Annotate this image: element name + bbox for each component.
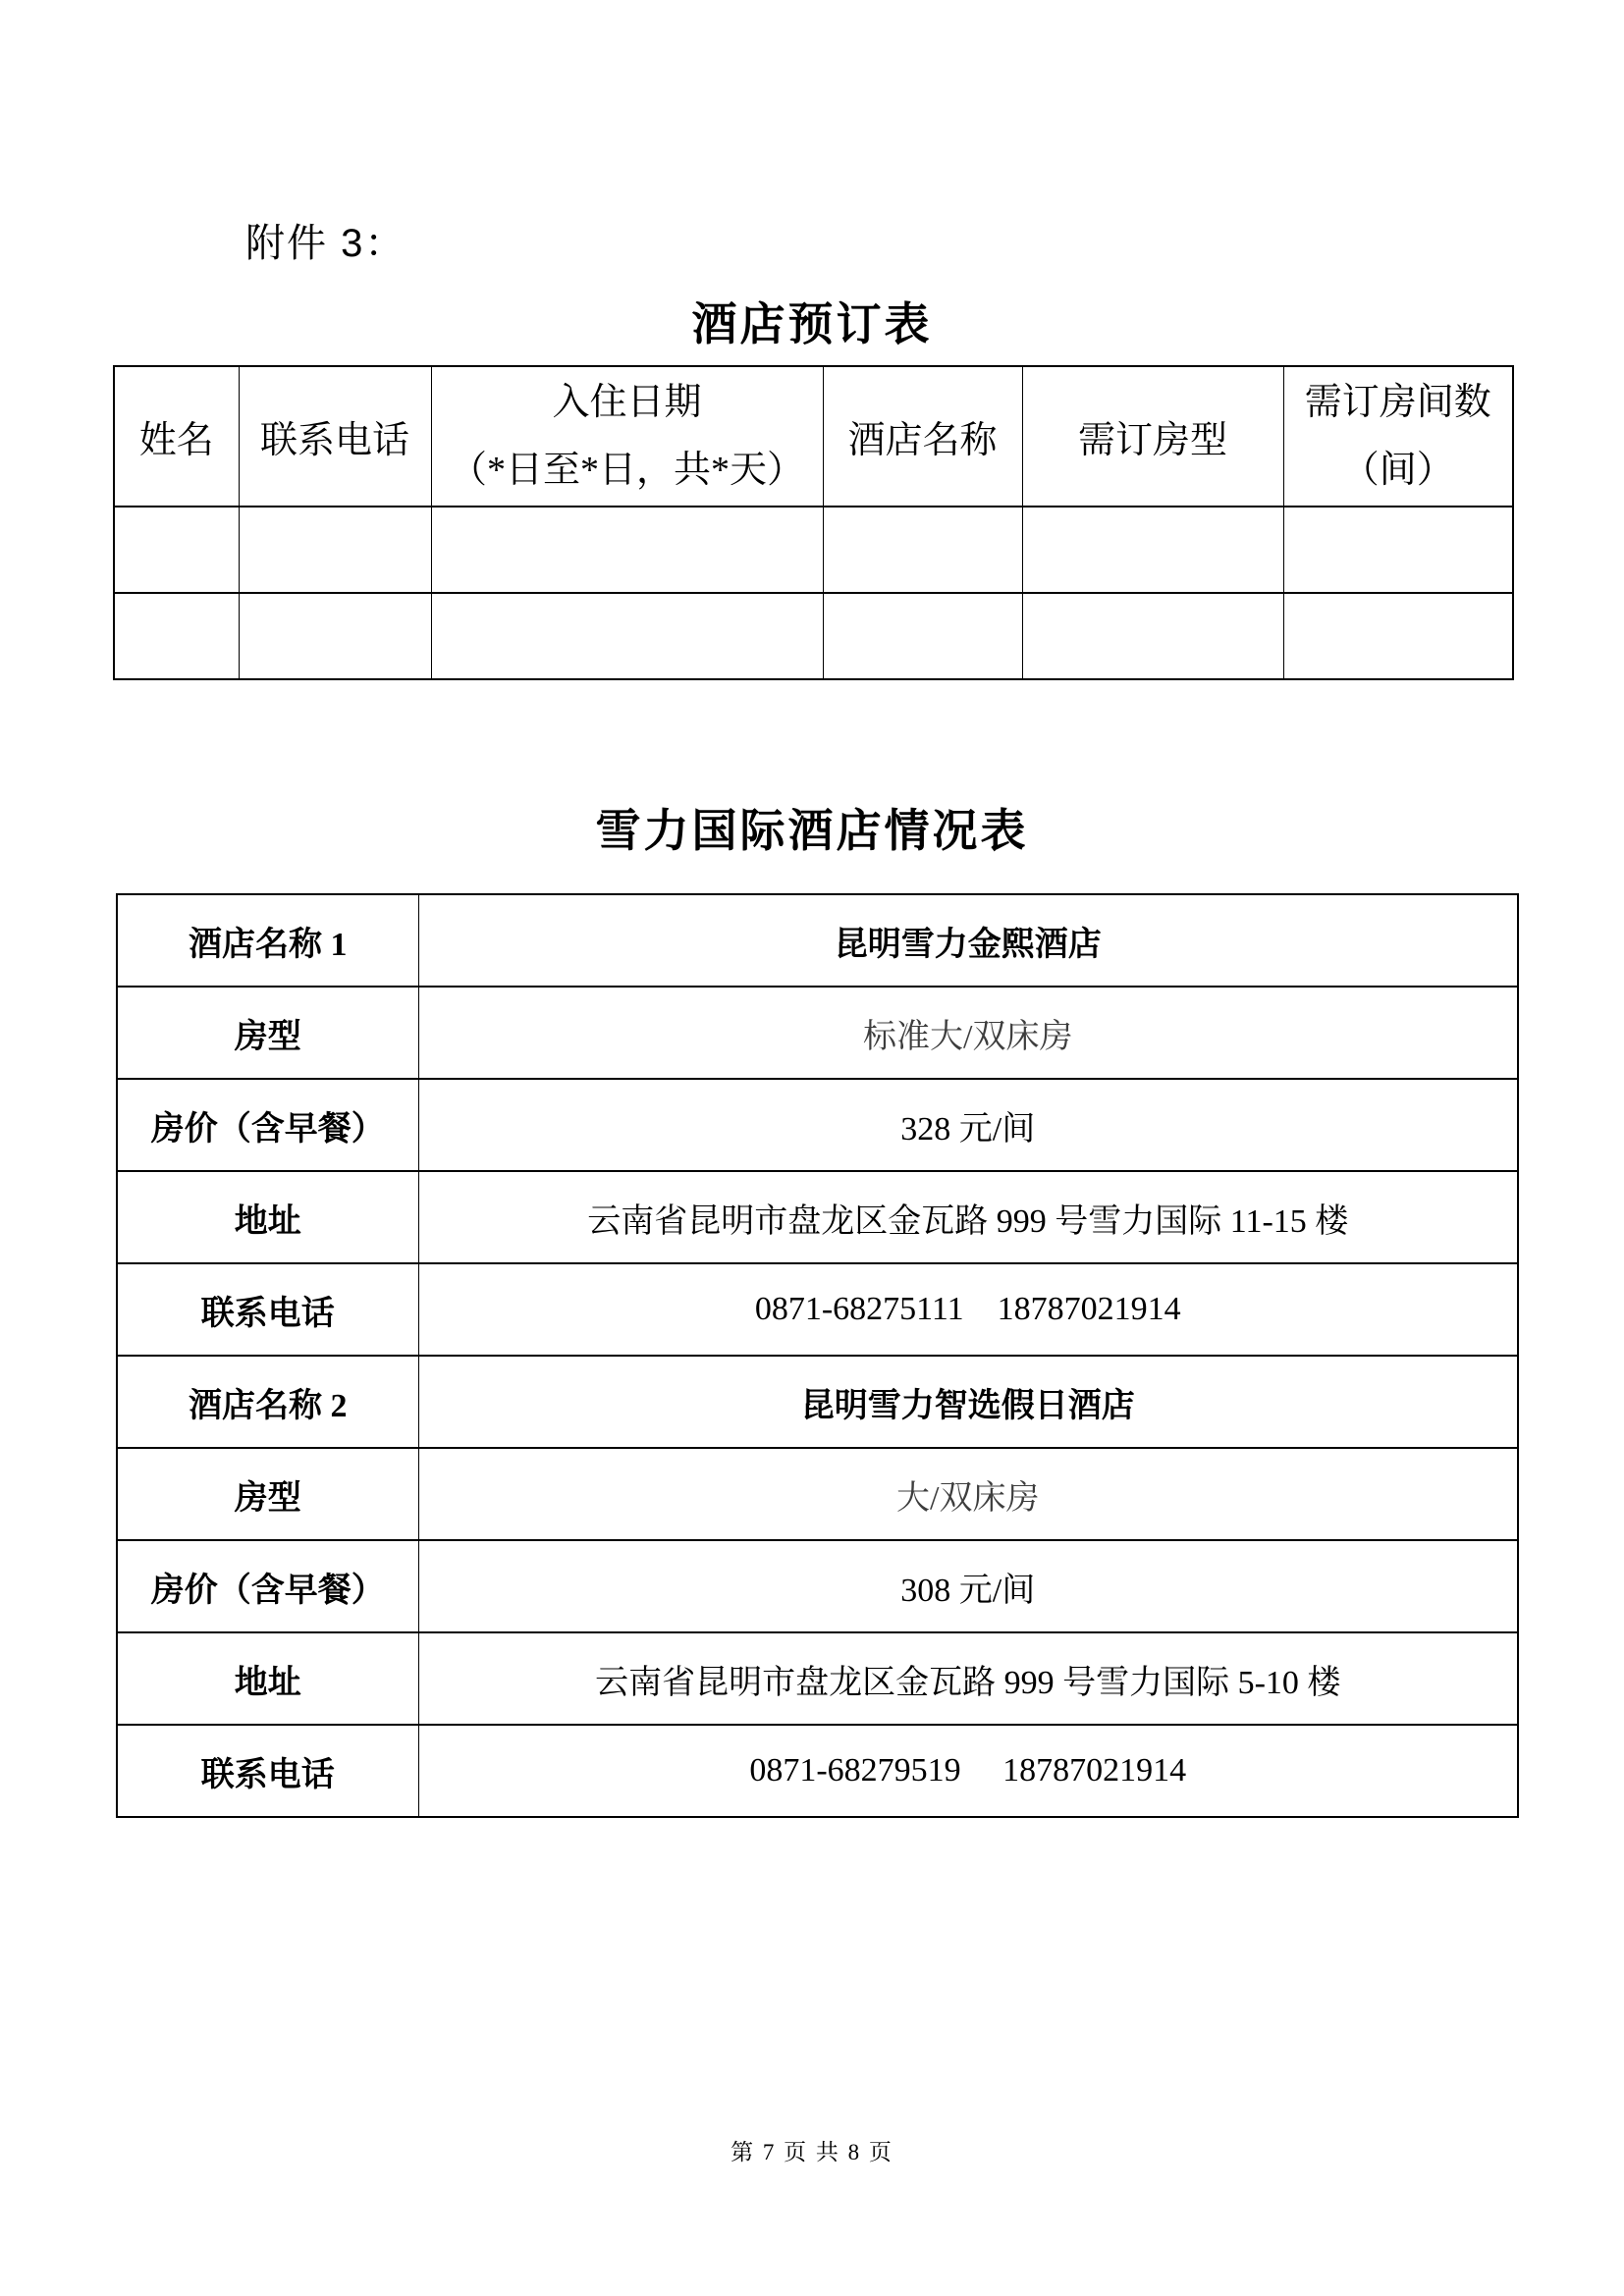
attachment-label: 附件 3： [245,222,406,265]
header-checkin-date-line2: （*日至*日，共*天） [449,449,804,491]
hotel-row-roomtype2 [117,1448,1518,1540]
hotel-row-phone2 [117,1725,1518,1817]
hotel-row-price2 [117,1540,1518,1632]
label-hotel-name-1: 酒店名称 1 [117,894,418,987]
empty-cell-r2-phone[interactable] [239,593,431,679]
hotel-row-name1 [117,894,1518,987]
label-room-type-2: 房型 [117,1448,418,1540]
value-room-type-2: 大/双床房 [418,1448,1518,1540]
header-name: 姓名 [114,366,239,507]
hotel-row-price1 [117,1079,1518,1171]
empty-cell-r2-hotel[interactable] [823,593,1022,679]
value-hotel-name-1: 昆明雪力金熙酒店 [418,894,1518,987]
header-hotel-name: 酒店名称 [823,366,1022,507]
value-room-type-1: 标准大/双床房 [418,987,1518,1079]
empty-cell-r1-hotel[interactable] [823,507,1022,593]
header-room-type: 需订房型 [1022,366,1283,507]
header-checkin-date-line1: 入住日期 [552,382,702,424]
hotel-row-name2 [117,1356,1518,1448]
header-room-count-line2: （间） [1341,449,1454,491]
header-checkin-date [431,366,823,507]
label-hotel-name-2: 酒店名称 2 [117,1356,418,1448]
label-room-price-2: 房价（含早餐） [117,1540,418,1632]
empty-cell-r1-date[interactable] [431,507,823,593]
hotel-info-title: 雪力国际酒店情况表 [595,806,1029,856]
value-phone-2: 0871-68279519 18787021914 [418,1725,1518,1817]
booking-empty-row-2 [114,593,1513,679]
value-room-price-1: 328 元/间 [418,1079,1518,1171]
value-room-price-2: 308 元/间 [418,1540,1518,1632]
label-phone-1: 联系电话 [117,1263,418,1356]
label-address-1: 地址 [117,1171,418,1263]
page-number: 第 7 页 共 8 页 [731,2140,893,2164]
empty-cell-r1-name[interactable] [114,507,239,593]
hotel-row-roomtype1 [117,987,1518,1079]
value-address-2: 云南省昆明市盘龙区金瓦路 999 号雪力国际 5-10 楼 [418,1632,1518,1725]
booking-header-row [114,366,1513,507]
value-hotel-name-2: 昆明雪力智选假日酒店 [418,1356,1518,1448]
label-room-type-1: 房型 [117,987,418,1079]
empty-cell-r1-phone[interactable] [239,507,431,593]
empty-cell-r1-roomcount[interactable] [1283,507,1513,593]
header-room-count-line1: 需订房间数 [1304,382,1491,424]
value-address-1: 云南省昆明市盘龙区金瓦路 999 号雪力国际 11-15 楼 [418,1171,1518,1263]
hotel-row-address2 [117,1632,1518,1725]
label-phone-2: 联系电话 [117,1725,418,1817]
hotel-info-table [116,893,1519,1818]
value-phone-1: 0871-68275111 18787021914 [418,1263,1518,1356]
booking-table-title: 酒店预订表 [691,299,933,349]
empty-cell-r1-roomtype[interactable] [1022,507,1283,593]
empty-cell-r2-roomtype[interactable] [1022,593,1283,679]
header-room-count [1283,366,1513,507]
label-address-2: 地址 [117,1632,418,1725]
label-room-price-1: 房价（含早餐） [117,1079,418,1171]
booking-empty-row-1 [114,507,1513,593]
hotel-row-phone1 [117,1263,1518,1356]
empty-cell-r2-roomcount[interactable] [1283,593,1513,679]
hotel-row-address1 [117,1171,1518,1263]
booking-table [113,365,1514,680]
empty-cell-r2-date[interactable] [431,593,823,679]
header-phone: 联系电话 [239,366,431,507]
empty-cell-r2-name[interactable] [114,593,239,679]
